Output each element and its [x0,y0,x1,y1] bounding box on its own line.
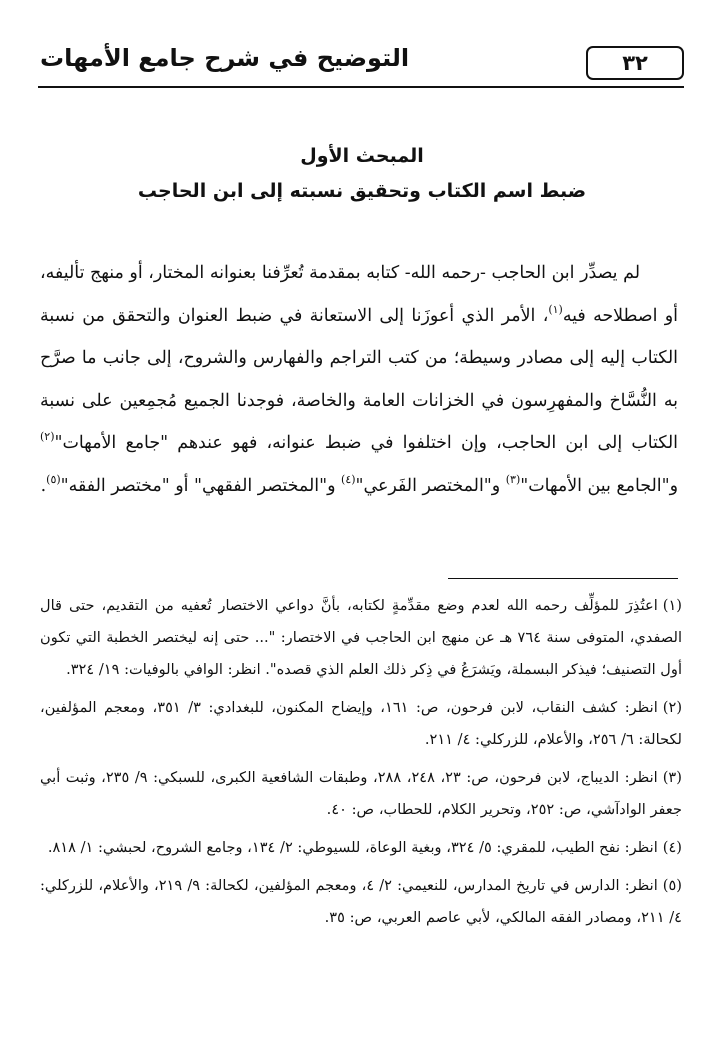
footnote-ref: (٣) [505,472,521,486]
footnotes [40,590,682,940]
section-title: المبحث الأول [300,145,424,167]
footnote-ref: (٤) [341,472,356,486]
footnote-number: (٤) [662,839,682,856]
page-number: ٣٢ [586,46,684,80]
body-segment: ، الأمر الذي أعوزَنا إلى الاستعانة في ضبط العنوان والتحقق من نسبة الكتاب إليه إلى مصادر وسيطة؛ من كتب التراجم والفهارس والشروح، إلى جانب ما صرَّح به النُّسَّاخ والمفهرِسون في الخزانات العامة والخاصة، فوجدنا الجميع مُجمِعين على نسبة الكتاب إلى ابن الحاجب، وإن اختلفوا في ضبط عنوانه، فهو عندهم "جامع الأمهات" [40,305,678,453]
section-heading [0,138,724,208]
footnote-text: انظر: الدارس في تاريخ المدارس، للنعيمي: ٢/ ٤، ومعجم المؤلفين، لكحالة: ٩/ ٢١٩، والأعلام، للزركلي: ٤/ ٢١١، ومصادر الفقه المالكي، لأبي عاصم العربي، ص: ٣٥. [40,877,682,926]
footnote [40,692,682,756]
footnote-number: (٣) [662,769,682,786]
running-title: التوضيح في شرح جامع الأمهات [40,44,410,72]
footnote-separator [448,578,678,579]
body-paragraph [40,252,678,507]
footnote [40,870,682,934]
footnote-text: انظر: الديباج، لابن فرحون، ص: ٢٣، ٢٤٨، ٢٨٨، وطبقات الشافعية الكبرى، للسبكي: ٩/ ٢٣٥، وثبت أبي جعفر الوادآشي، ص: ٢٥٢، وتحرير الكلام، للحطاب، ص: ٤٠. [40,769,682,818]
footnote-ref: (١) [548,302,563,316]
footnote-number: (٢) [662,699,683,716]
footnote [40,590,682,686]
footnote [40,832,682,864]
body-segment: و"الجامع بين الأمهات" [520,475,678,496]
footnote-text: اعتُذِرَ للمؤلِّف رحمه الله لعدم وضع مقدِّمةٍ لكتابه، بأنَّ دواعي الاختصار تُعفيه من التقديم، حتى قال الصفدي، المتوفى سنة ٧٦٤ هـ عن منهج ابن الحاجب في الاختصار: "... حتى إنه ليختصر الخطبة التي تكون أول التصنيف؛ فيذكر البسملة، ويَشرَعُ في ذِكر ذلك العلم الذي قصده". انظر: الوافي بالوفيات: ١٩/ ٣٢٤. [40,597,682,678]
section-subtitle: ضبط اسم الكتاب وتحقيق نسبته إلى ابن الحاجب [137,180,587,202]
footnote-ref: (٥) [46,472,61,486]
footnote-ref: (٢) [40,430,55,443]
footnote-text: انظر: نفح الطيب، للمقري: ٥/ ٣٢٤، وبغية الوعاة، للسيوطي: ٢/ ١٣٤، وجامع الشروح، لحبشي: ١/ ٨١٨. [47,839,658,856]
footnote [40,762,682,826]
body-segment: و"المختصر الفَرعي" [355,475,506,496]
main-text [40,252,678,507]
footnote-number: (٥) [662,877,682,894]
body-segment: . [40,475,47,496]
footnote-number: (١) [662,597,682,614]
footnote-text: انظر: كشف النقاب، لابن فرحون، ص: ١٦١، وإيضاح المكنون، للبغدادي: ٣/ ٣٥١، ومعجم المؤلفين، لكحالة: ٦/ ٢٥٦، والأعلام، للزركلي: ٤/ ٢١١. [40,699,682,748]
running-header [38,40,684,88]
body-segment: لم يصدِّر ابن الحاجب -رحمه الله- كتابه بمقدمة تُعرِّفنا بعنوانه المختار، أو منهج تأليفه، أو اصطلاحه فيه [40,263,678,326]
body-segment: و"المختصر الفقهي" أو "مختصر الفقه" [60,475,342,496]
